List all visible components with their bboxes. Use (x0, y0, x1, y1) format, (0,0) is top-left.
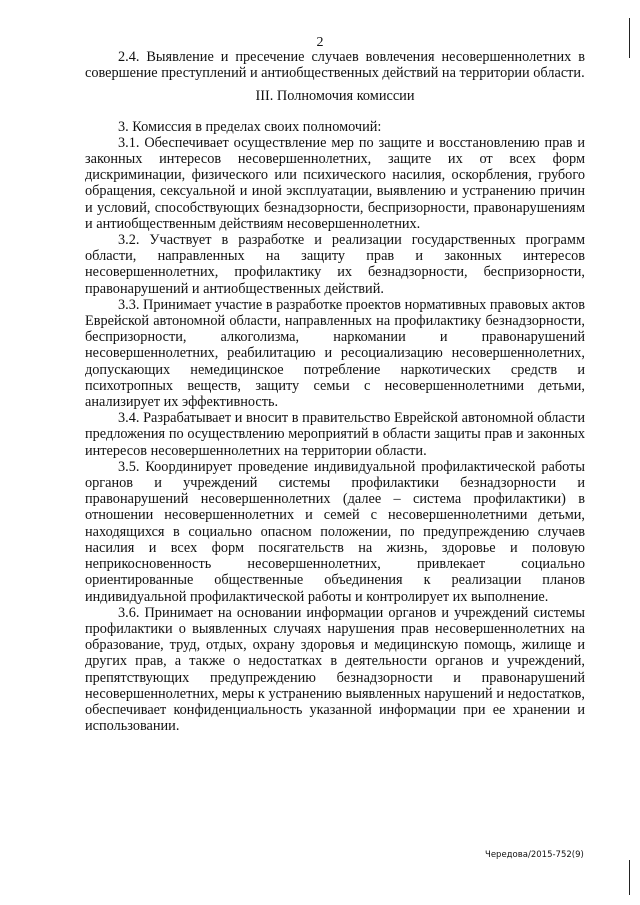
paragraph-3-5: 3.5. Координирует проведение индивидуальной профилактической работы органов и учреждений системы профилактики безнадзорности и правонарушений несовершеннолетних (далее – система профилактики) в отношении несовершеннолетних и семей с несовершеннолетними детьми, находящихся в социально опасном положении, по предупреждению случаев насилия и всех форм посягательств на жизнь, здоровье и половую неприкосновенность несовершеннолетних, привлекает социально ориентированные общественные объединения к реализации планов индивидуальной профилактической работы и контролирует их выполнение. (85, 458, 585, 605)
page-number: 2 (316, 35, 324, 50)
document-footer-code: Чередова/2015-752(9) (485, 850, 584, 860)
paragraph-3-2: 3.2. Участвует в разработке и реализации государственных программ области, направленных на защиту прав и законных интересов несовершеннолетних, профилактику их безнадзорности, беспризорности, правонарушений и антиобщественных действий. (85, 232, 585, 297)
paragraph-3-3: 3.3. Принимает участие в разработке проектов нормативных правовых актов Еврейской автономной области, направленных на профилактику безнадзорности, беспризорности, алкоголизма, наркомании и правонарушений несовершеннолетних, реабилитацию и ресоциализацию несовершеннолетних, допускающих немедицинское потребление наркотических средств и психотропных веществ, защиту семьи с несовершеннолетними детьми, анализирует их эффективность. (85, 296, 585, 411)
paragraph-2-4: 2.4. Выявление и пресечение случаев вовлечения несовершеннолетних в совершение преступлений и антиобщественных действий на территории области. (85, 49, 585, 82)
paragraph-3: 3. Комиссия в пределах своих полномочий: (118, 118, 382, 135)
paragraph-3-4: 3.4. Разрабатывает и вносит в правительство Еврейской автономной области предложения по осуществлению мероприятий в области защиты прав и законных интересов несовершеннолетних на территории области. (85, 410, 585, 459)
document-body (85, 49, 585, 734)
scan-edge-mark (629, 860, 630, 895)
scan-edge-mark (629, 18, 630, 58)
section-heading: III. Полномочия комиссии (255, 88, 415, 105)
paragraph-3-1: 3.1. Обеспечивает осуществление мер по защите и восстановлению прав и законных интересов несовершеннолетних, защите их от всех форм дискриминации, физического или психического насилия, оскорбления, грубого обращения, сексуальной и иной эксплуатации, выявлению и устранению причин и условий, способствующих безнадзорности, беспризорности, правонарушениям и антиобщественным действиям несовершеннолетних. (85, 134, 585, 232)
paragraph-3-6: 3.6. Принимает на основании информации органов и учреждений системы профилактики о выявленных случаях нарушения прав несовершеннолетних на образование, труд, отдых, охрану здоровья и медицинскую помощь, жилище и других прав, а также о недостатках в деятельности органов и учреждений, препятствующих предупреждению безнадзорности и правонарушений несовершеннолетних, меры к устранению выявленных нарушений и недостатков, обеспечивает конфиденциальность указанной информации при ее хранении и использовании. (85, 604, 585, 735)
